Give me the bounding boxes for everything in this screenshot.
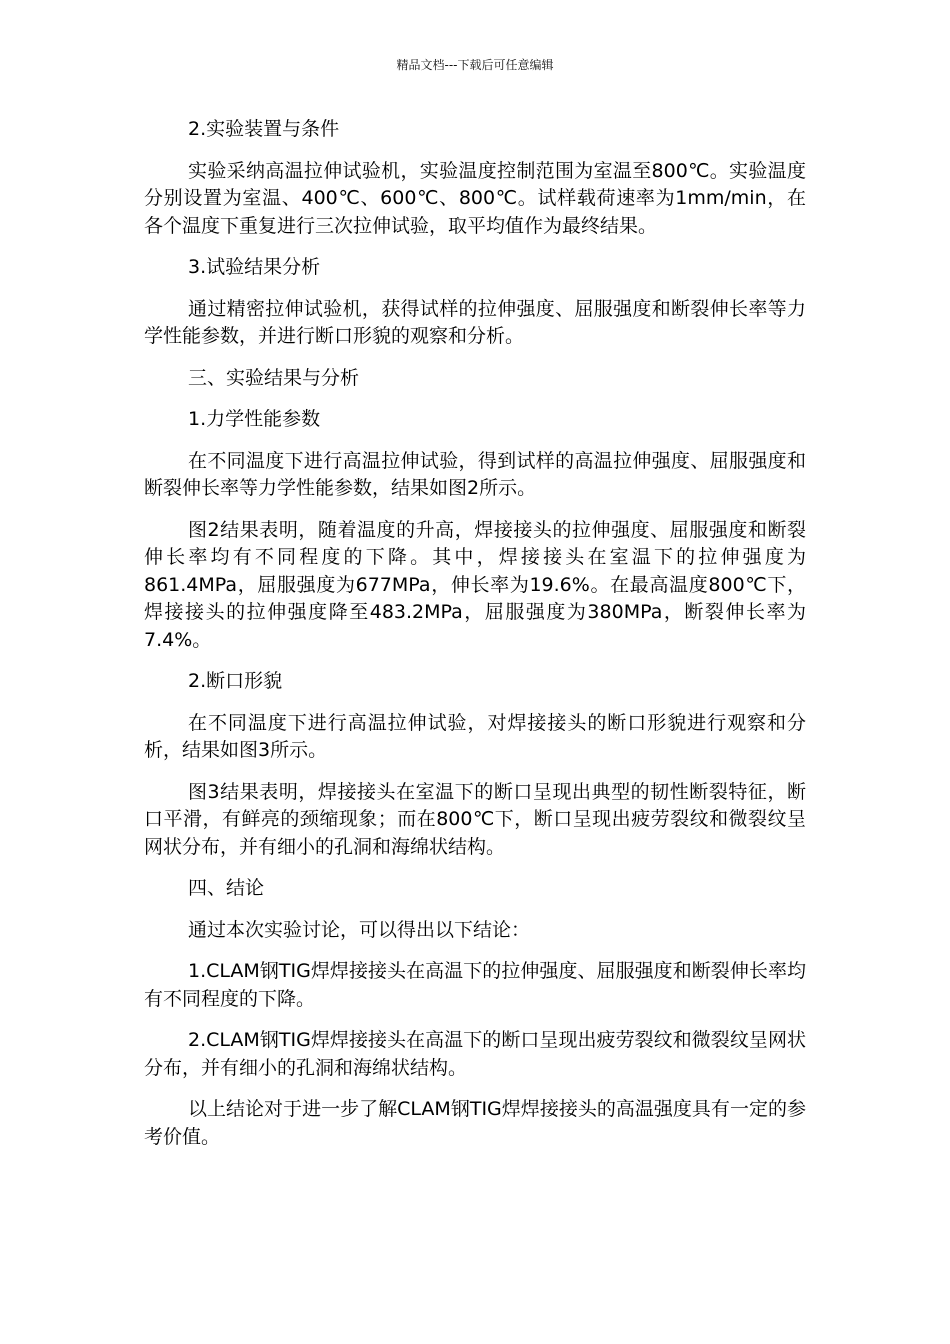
paragraph-figure2-results: 图2结果表明，随着温度的升高，焊接接头的拉伸强度、屈服强度和断裂伸长率均有不同程度的下降。其中，焊接接头在室温下的拉伸强度为861.4MPa，屈服强度为677MPa，伸长率为19.6%。在最高温度800℃下，焊接接头的拉伸强度降至483.2MPa，屈服强度为380MPa，断裂伸长率为7.4%。	[144, 518, 806, 651]
paragraph-apparatus: 实验采纳高温拉伸试验机，实验温度控制范围为室温至800℃。实验温度分别设置为室温、400℃、600℃、800℃。试样载荷速率为1mm/min，在各个温度下重复进行三次拉伸试验，取平均值作为最终结果。	[144, 159, 806, 237]
paragraph-fracture-morphology: 在不同温度下进行高温拉伸试验，对焊接接头的断口形貌进行观察和分析，结果如图3所示。	[144, 711, 806, 761]
document-body	[144, 116, 806, 1165]
paragraph-analysis-method: 通过精密拉伸试验机，获得试样的拉伸强度、屈服强度和断裂伸长率等力学性能参数，并进行断口形貌的观察和分析。	[144, 297, 806, 347]
chapter-heading-results: 三、实验结果与分析	[188, 366, 360, 389]
page-header: 精品文档---下载后可任意编辑	[396, 58, 554, 72]
paragraph-figure3-results: 图3结果表明，焊接接头在室温下的断口呈现出典型的韧性断裂特征，断口平滑，有鲜亮的颈缩现象；而在800℃下，断口呈现出疲劳裂纹和微裂纹呈网状分布，并有细小的孔洞和海绵状结构。	[144, 780, 806, 858]
section-heading-apparatus: 2.实验装置与条件	[188, 118, 340, 140]
section-heading-fracture-morphology: 2.断口形貌	[188, 670, 283, 692]
conclusion-item-2: 2.CLAM钢TIG焊焊接接头在高温下的断口呈现出疲劳裂纹和微裂纹呈网状分布，并有细小的孔洞和海绵状结构。	[144, 1029, 806, 1079]
conclusion-item-1: 1.CLAM钢TIG焊焊接接头在高温下的拉伸强度、屈服强度和断裂伸长率均有不同程度的下降。	[144, 960, 806, 1010]
chapter-heading-conclusion: 四、结论	[188, 877, 265, 899]
paragraph-mechanical-properties: 在不同温度下进行高温拉伸试验，得到试样的高温拉伸强度、屈服强度和断裂伸长率等力学性能参数，结果如图2所示。	[144, 449, 806, 499]
section-heading-mechanical-properties: 1.力学性能参数	[188, 408, 321, 430]
conclusion-intro: 通过本次实验讨论，可以得出以下结论：	[188, 918, 531, 941]
conclusion-closing: 以上结论对于进一步了解CLAM钢TIG焊焊接接头的高温强度具有一定的参考价值。	[144, 1098, 806, 1148]
section-heading-analysis-method: 3.试验结果分析	[188, 256, 321, 278]
